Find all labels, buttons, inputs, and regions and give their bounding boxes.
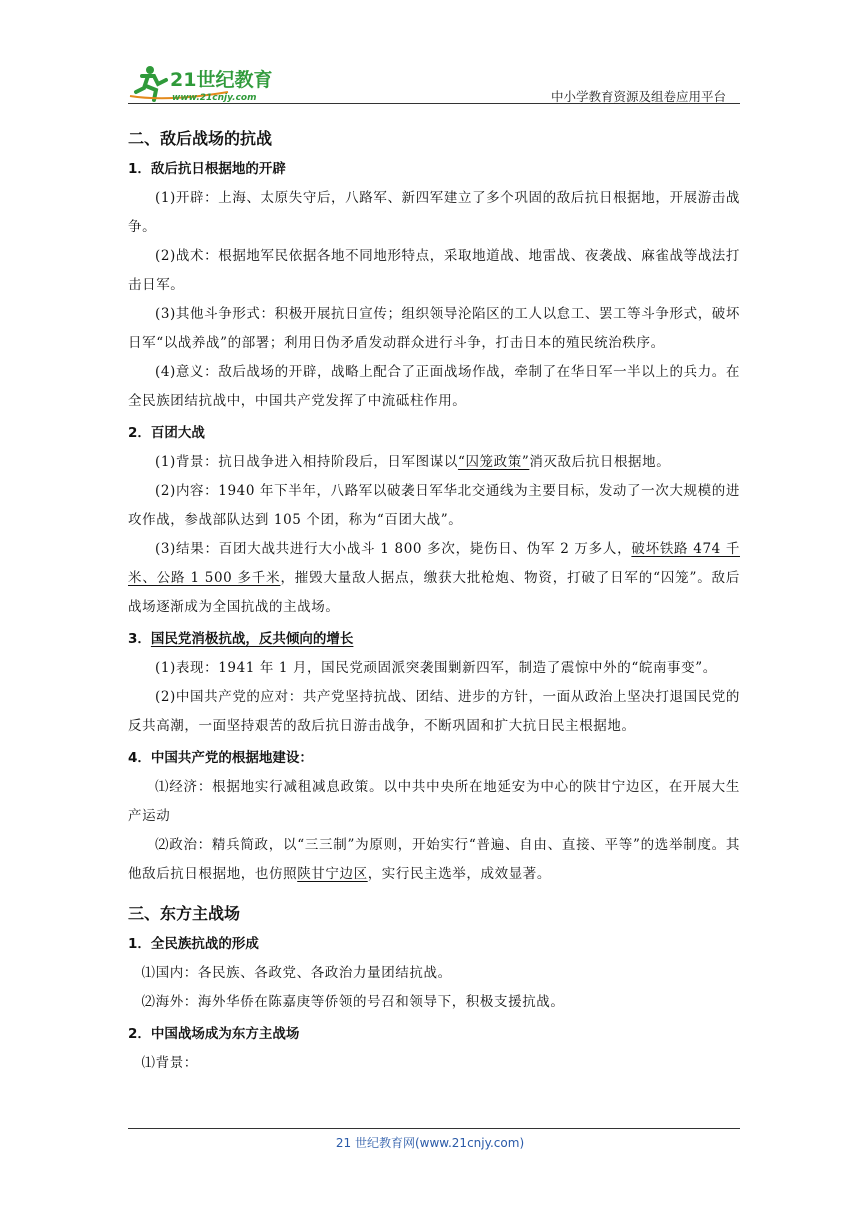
underlined-cage-policy: “囚笼政策”: [457, 454, 530, 470]
section-2-title: 二、敌后战场的抗战: [128, 129, 273, 148]
logo-url-text: www.21cnjy.com: [172, 93, 257, 103]
paragraph-2-2-3-text-a: (3)结果：百团大战共进行大小战斗 1 800 多次，毙伤日、伪军 2 万多人，: [155, 541, 632, 557]
paragraph-2-2-3-text-b: ，摧毁大量敌人据点，缴获大批枪炮、物资，打破了日军的“囚笼”。敌后战场逐渐成为全国抗战的主战场。: [128, 570, 740, 615]
paragraph-2-2-1: [128, 448, 740, 477]
paragraph-2-2-1-text-b: 消灭敌后抗日根据地。: [529, 454, 671, 470]
header-platform-text: 中小学教育资源及组卷应用平台: [550, 89, 726, 104]
subsection-3-1-title: 1．全民族抗战的形成: [128, 936, 259, 952]
subsection-2-4-title: 4．中国共产党的根据地建设：: [128, 750, 313, 766]
paragraph-2-4-1: ⑴经济：根据地实行减租减息政策。以中共中央所在地延安为中心的陕甘宁边区，在开展大生产运动: [128, 779, 740, 824]
paragraph-2-1-1: (1)开辟：上海、太原失守后，八路军、新四军建立了多个巩固的敌后抗日根据地，开展游击战争。: [128, 190, 740, 235]
paragraph-2-1-2: (2)战术：根据地军民依据各地不同地形特点，采取地道战、地雷战、夜袭战、麻雀战等战法打击日军。: [128, 248, 740, 293]
paragraph-3-2-1: ⑴背景：: [141, 1055, 198, 1071]
paragraph-2-4-2-text-a: ⑵政治：精兵简政，以“三三制”为原则，开始实行“普遍、自由、直接、平等”的选举制度。其他敌后抗日根据地，也仿照: [128, 837, 740, 882]
footer-divider: [128, 1128, 740, 1129]
paragraph-2-1-4: (4)意义：敌后战场的开辟，战略上配合了正面战场作战，牵制了在华日军一半以上的兵力。在全民族团结抗战中，中国共产党发挥了中流砥柱作用。: [128, 364, 740, 409]
paragraph-2-1-3: (3)其他斗争形式：积极开展抗日宣传；组织领导沦陷区的工人以怠工、罢工等斗争形式，破坏日军“以战养战”的部署；利用日伪矛盾发动群众进行斗争，打击日本的殖民统治秩序。: [128, 306, 740, 351]
subsection-3-2-title: 2．中国战场成为东方主战场: [128, 1026, 300, 1042]
subsection-2-2-title: 2．百团大战: [128, 425, 205, 441]
underlined-shaanganning: 陕甘宁边区: [297, 866, 368, 882]
paragraph-2-4-2: [128, 831, 740, 889]
paragraph-2-2-2: (2)内容：1940 年下半年，八路军以破袭日军华北交通线为主要目标，发动了一次大规模的进攻作战，参战部队达到 105 个团，称为“百团大战”。: [128, 483, 740, 528]
subsection-2-3-number: 3．: [128, 631, 151, 647]
paragraph-2-2-3: [128, 535, 740, 622]
paragraph-2-2-1-text-a: (1)背景：抗日战争进入相持阶段后，日军图谋以: [155, 454, 458, 470]
site-logo: [128, 62, 288, 106]
subsection-2-3-title: [128, 628, 740, 650]
underlined-railway-destroyed: 破坏铁路 474 千米、公路 1 500 多千米: [128, 541, 740, 586]
subsection-2-1-title: 1．敌后抗日根据地的开辟: [128, 161, 286, 177]
subsection-2-3-title-text: 国民党消极抗战，反共倾向的增长: [150, 631, 354, 647]
paragraph-2-4-2-text-b: ，实行民主选举，成效显著。: [367, 866, 552, 882]
paragraph-3-1-2: ⑵海外：海外华侨在陈嘉庚等侨领的号召和领导下，积极支援抗战。: [141, 994, 565, 1010]
paragraph-2-3-2: (2)中国共产党的应对：共产党坚持抗战、团结、进步的方针，一面从政治上坚决打退国民党的反共高潮，一面坚持艰苦的敌后抗日游击战争，不断巩固和扩大抗日民主根据地。: [128, 689, 740, 734]
logo-text: 21世纪教育: [170, 69, 273, 91]
page-footer: 21 世纪教育网(www.21cnjy.com): [335, 1136, 525, 1150]
header-divider: [128, 103, 740, 104]
document-body: [128, 114, 740, 1078]
paragraph-2-3-1: (1)表现：1941 年 1 月，国民党顽固派突袭围剿新四军，制造了震惊中外的“皖南事变”。: [155, 660, 717, 676]
section-3-title: 三、东方主战场: [128, 904, 241, 923]
page-header: [128, 56, 740, 106]
paragraph-3-1-1: ⑴国内：各民族、各政党、各政治力量团结抗战。: [141, 965, 452, 981]
